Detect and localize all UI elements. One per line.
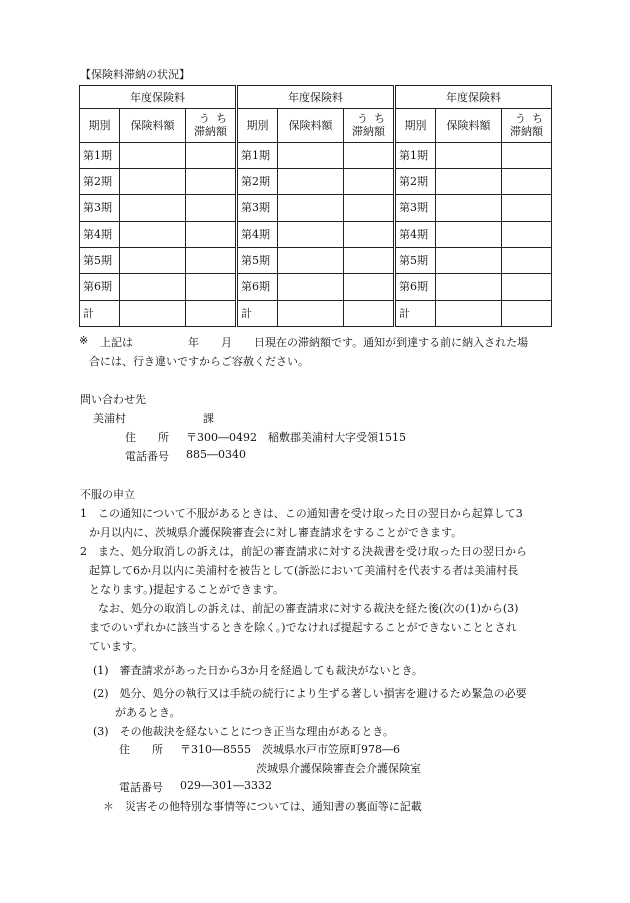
year-header: 年度保険料 [80,86,236,109]
arrears-cell [186,142,236,168]
period-label: 第5期 [80,247,120,273]
appeal-phone: 029―301―3332 [180,779,272,792]
premium-table-1 [79,85,236,327]
col-arrears-top: うち [357,112,392,126]
arrears-cell [502,221,552,247]
col-arrears-bottom: 滞納額 [352,125,386,139]
arrears-cell [502,169,552,195]
premium-cell [436,221,502,247]
premium-cell [120,169,186,195]
premium-cell [278,195,344,221]
premium-cell [436,169,502,195]
status-title: 【保険料滞納の状況】 [80,68,190,81]
col-arrears [186,109,236,142]
col-premium: 保険料額 [278,109,344,142]
col-premium: 保険料額 [436,109,502,142]
note-line-2: 合には、行き違いですからご容赦ください。 [89,355,309,368]
appeal-sub2-line2: があるとき。 [115,706,181,719]
appeal-phone-label: 電話番号 [119,781,163,794]
table-row [238,247,394,273]
arrears-cell [186,274,236,300]
appeal-item2-line2: 起算して6か月以内に美浦村を被告として(訴訟において美浦村を代表する者は美浦村長 [89,564,519,577]
table-row [80,221,236,247]
arrears-cell [344,247,394,273]
year-header: 年度保険料 [238,86,394,109]
premium-cell [436,300,502,326]
col-arrears-top: うち [515,112,550,126]
appeal-item1-line2: か月以内に、茨城県介護保険審査会に対し審査請求をすることができます。 [89,526,463,539]
year-header: 年度保険料 [396,86,552,109]
period-label: 第1期 [396,142,436,168]
premium-cell [436,142,502,168]
premium-cell [278,169,344,195]
note-line-1: 上記は 年 月 日現在の滞納額です。通知が到達する前に納入された場 [100,336,529,349]
table-row [396,169,552,195]
table-row [238,142,394,168]
premium-table-2 [237,85,394,327]
premium-cell [120,221,186,247]
col-arrears-bottom: 滞納額 [510,125,544,139]
col-arrears-bottom: 滞納額 [194,125,228,139]
table-row [238,274,394,300]
period-label: 第6期 [238,274,278,300]
appeal-office: 茨城県介護保険審査会介護保険室 [256,762,421,775]
period-label: 計 [238,300,278,326]
arrears-cell [186,169,236,195]
arrears-cell [502,274,552,300]
premium-cell [436,274,502,300]
period-label: 第1期 [238,142,278,168]
premium-cell [120,195,186,221]
arrears-cell [344,274,394,300]
premium-cell [120,274,186,300]
appeal-para-line3: ています。 [89,640,144,653]
appeal-sub3: (3) その他裁決を経ないことにつき正当な理由があるとき。 [93,725,394,738]
table-row [80,169,236,195]
contact-phone-label: 電話番号 [125,450,169,463]
premium-cell [278,274,344,300]
appeal-para-line2: までのいずれかに該当するときを除く。)でなければ提起することができないこととされ [89,621,517,634]
premium-cell [278,300,344,326]
table-row [238,300,394,326]
arrears-cell [344,300,394,326]
period-label: 第2期 [238,169,278,195]
arrears-cell [502,300,552,326]
table-row [396,247,552,273]
period-label: 第4期 [238,221,278,247]
premium-cell [120,142,186,168]
period-label: 第5期 [238,247,278,273]
table-row [396,221,552,247]
col-period: 期別 [80,109,120,142]
period-label: 第3期 [80,195,120,221]
premium-cell [120,300,186,326]
table-row [80,195,236,221]
arrears-cell [502,195,552,221]
table-row [396,142,552,168]
premium-cell [436,195,502,221]
premium-cell [278,221,344,247]
table-row [396,300,552,326]
table-row [80,142,236,168]
col-premium: 保険料額 [120,109,186,142]
appeal-item2-line1: 2 また、処分取消しの訴えは，前記の審査請求に対する決裁書を受け取った日の翌日から [80,545,527,558]
period-label: 第6期 [80,274,120,300]
appeal-item1-line1: 1 この通知について不服があるときは、この通知書を受け取った日の翌日から起算して3 [80,507,523,520]
col-period: 期別 [396,109,436,142]
premium-cell [278,142,344,168]
contact-address: 〒300―0492 稲敷郡美浦村大字受領1515 [186,431,406,444]
table-row [238,221,394,247]
arrears-cell [502,247,552,273]
col-arrears [344,109,394,142]
arrears-tables [79,85,551,327]
period-label: 第5期 [396,247,436,273]
period-label: 第2期 [396,169,436,195]
table-row [396,195,552,221]
arrears-cell [344,142,394,168]
period-label: 第3期 [238,195,278,221]
premium-table-3 [395,85,552,327]
table-row [80,247,236,273]
arrears-cell [502,142,552,168]
period-label: 第1期 [80,142,120,168]
contact-address-label: 住 所 [125,431,169,444]
table-row [80,274,236,300]
contact-office: 美浦村 課 [93,412,214,425]
appeal-sub2-line1: (2) 処分、処分の執行又は手続の続行により生ずる著しい損害を避けるため緊急の必要 [93,687,527,700]
premium-cell [436,247,502,273]
table-row [396,274,552,300]
appeal-sub1: (1) 審査請求があった日から3か月を経過しても裁決がないとき。 [93,664,424,677]
col-arrears [502,109,552,142]
period-label: 第4期 [396,221,436,247]
period-label: 第4期 [80,221,120,247]
premium-cell [120,247,186,273]
col-arrears-top: うち [199,112,234,126]
period-label: 第6期 [396,274,436,300]
appeal-para-line1: なお、処分の取消しの訴えは、前記の審査請求に対する裁決を経た後(次の(1)から(3) [98,602,519,615]
appeal-item2-line3: となります。)提起することができます。 [89,583,285,596]
appeal-footnote: ＊ 災害その他特別な事情等については、通知書の裏面等に記載 [103,800,422,813]
note-mark: ※ [79,334,89,347]
period-label: 第3期 [396,195,436,221]
arrears-cell [344,169,394,195]
contact-phone: 885―0340 [186,448,246,461]
period-label: 第2期 [80,169,120,195]
appeal-address: 〒310―8555 茨城県水戸市笠原町978―6 [180,743,400,756]
table-row [80,300,236,326]
arrears-cell [186,195,236,221]
arrears-cell [186,221,236,247]
arrears-cell [186,247,236,273]
period-label: 計 [80,300,120,326]
table-row [238,169,394,195]
premium-cell [278,247,344,273]
period-label: 計 [396,300,436,326]
arrears-cell [344,221,394,247]
contact-heading: 問い合わせ先 [80,393,146,406]
arrears-cell [186,300,236,326]
appeal-heading: 不服の申立 [80,488,135,501]
table-row [238,195,394,221]
col-period: 期別 [238,109,278,142]
arrears-cell [344,195,394,221]
appeal-address-label: 住 所 [119,743,163,756]
